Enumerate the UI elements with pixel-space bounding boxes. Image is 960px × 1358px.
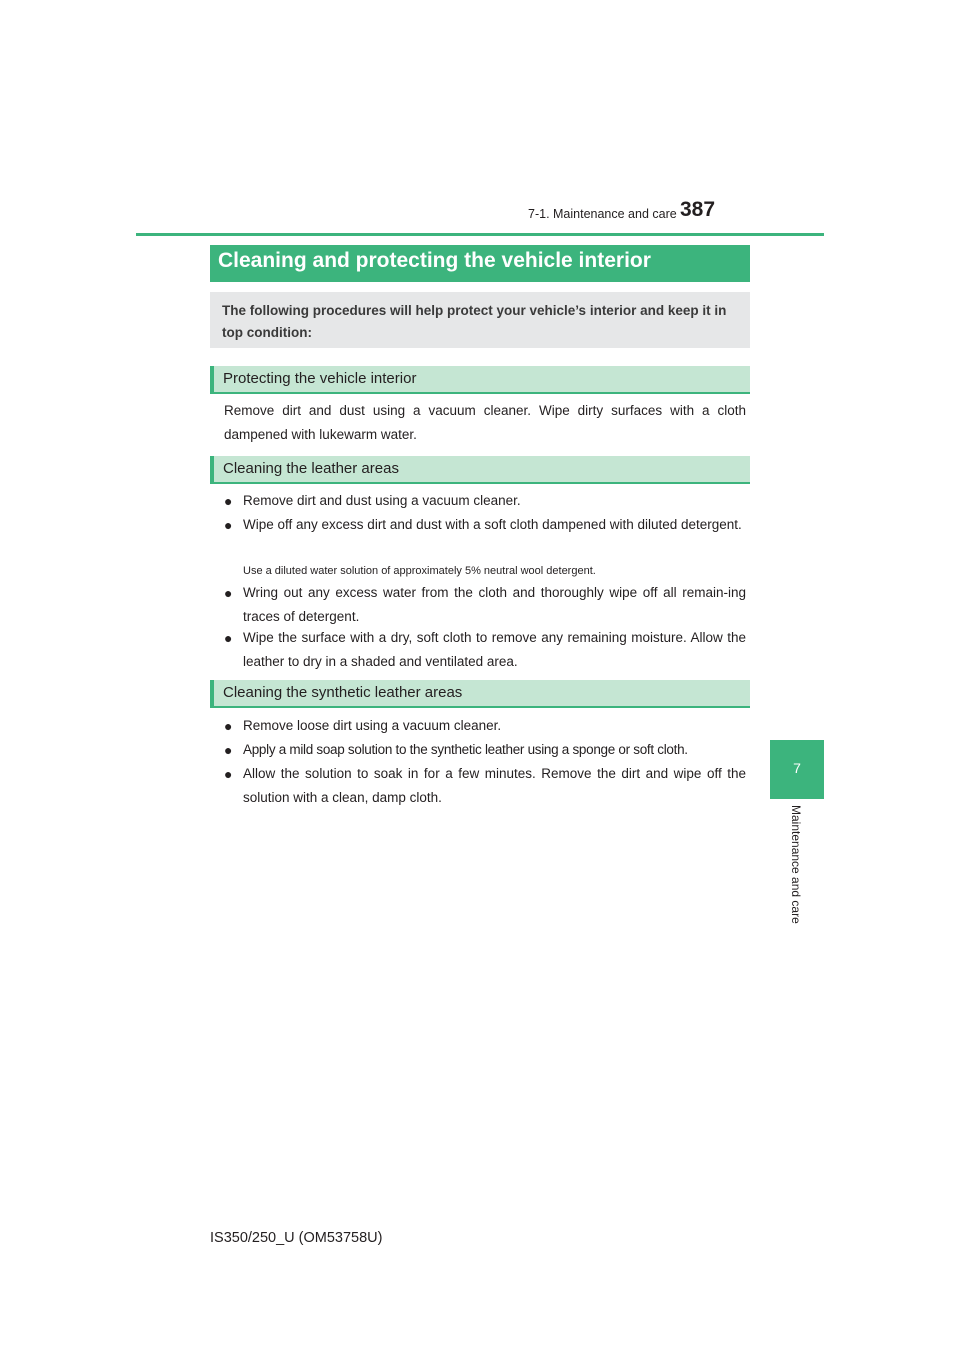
bullet-icon: ● — [224, 630, 233, 646]
intro-box — [210, 292, 750, 348]
section-heading-label: Cleaning the leather areas — [223, 460, 399, 477]
section-paragraph: Remove dirt and dust using a vacuum cleaner. Wipe dirty surfaces with a cloth dampened with lukewarm water. — [224, 403, 746, 442]
section-heading-leather-areas — [210, 456, 750, 484]
list-item-text: Wipe off any excess dirt and dust with a soft cloth dampened with diluted detergent. — [243, 517, 742, 532]
list-item — [224, 714, 746, 738]
list-item — [224, 581, 746, 629]
chapter-tab — [770, 740, 824, 799]
section-heading-label: Cleaning the synthetic leather areas — [223, 684, 463, 701]
intro-text: The following procedures will help protect your vehicle’s interior and keep it in top condition: — [222, 303, 727, 340]
bullet-icon: ● — [224, 766, 233, 782]
list-item-text: Remove dirt and dust using a vacuum cleaner. — [243, 493, 521, 508]
bullet-icon: ● — [224, 493, 233, 509]
bullet-icon: ● — [224, 742, 233, 758]
page-title-bar — [210, 245, 750, 282]
chapter-label: Maintenance and care — [789, 805, 803, 924]
list-item-text: Remove loose dirt using a vacuum cleaner. — [243, 718, 502, 733]
header-section-title: 7-1. Maintenance and care — [528, 207, 677, 221]
section-heading-label: Protecting the vehicle interior — [223, 370, 417, 387]
list-item-text: Allow the solution to soak in for a few minutes. Remove the dirt and wipe off the solution with a clean, damp cloth. — [243, 766, 746, 805]
list-item-text: Wring out any excess water from the cloth and thoroughly wipe off all remain-ing traces of detergent. — [243, 585, 746, 624]
list-item-text: Wipe the surface with a dry, soft cloth to remove any remaining moisture. Allow the leather to dry in a shaded and ventilated area. — [243, 630, 746, 669]
chapter-number: 7 — [793, 760, 801, 776]
header-rule — [136, 233, 824, 236]
list-item-text: Apply a mild soap solution to the synthetic leather using a sponge or soft cloth. — [243, 742, 688, 757]
bullet-icon: ● — [224, 718, 233, 734]
page-title: Cleaning and protecting the vehicle interior — [218, 249, 651, 272]
chapter-label-wrap — [770, 805, 824, 955]
section-heading-synthetic-leather — [210, 680, 750, 708]
section-heading-protecting-interior — [210, 366, 750, 394]
page-number: 387 — [680, 198, 716, 221]
list-item — [224, 738, 746, 762]
bullet-icon: ● — [224, 585, 233, 601]
footer-model-code: IS350/250_U (OM53758U) — [210, 1230, 383, 1246]
list-item — [224, 762, 746, 810]
list-item — [224, 626, 746, 674]
bullet-icon: ● — [224, 517, 233, 533]
list-item — [224, 489, 746, 513]
list-item — [224, 513, 746, 537]
note-text: Use a diluted water solution of approximately 5% neutral wool detergent. — [243, 565, 596, 577]
